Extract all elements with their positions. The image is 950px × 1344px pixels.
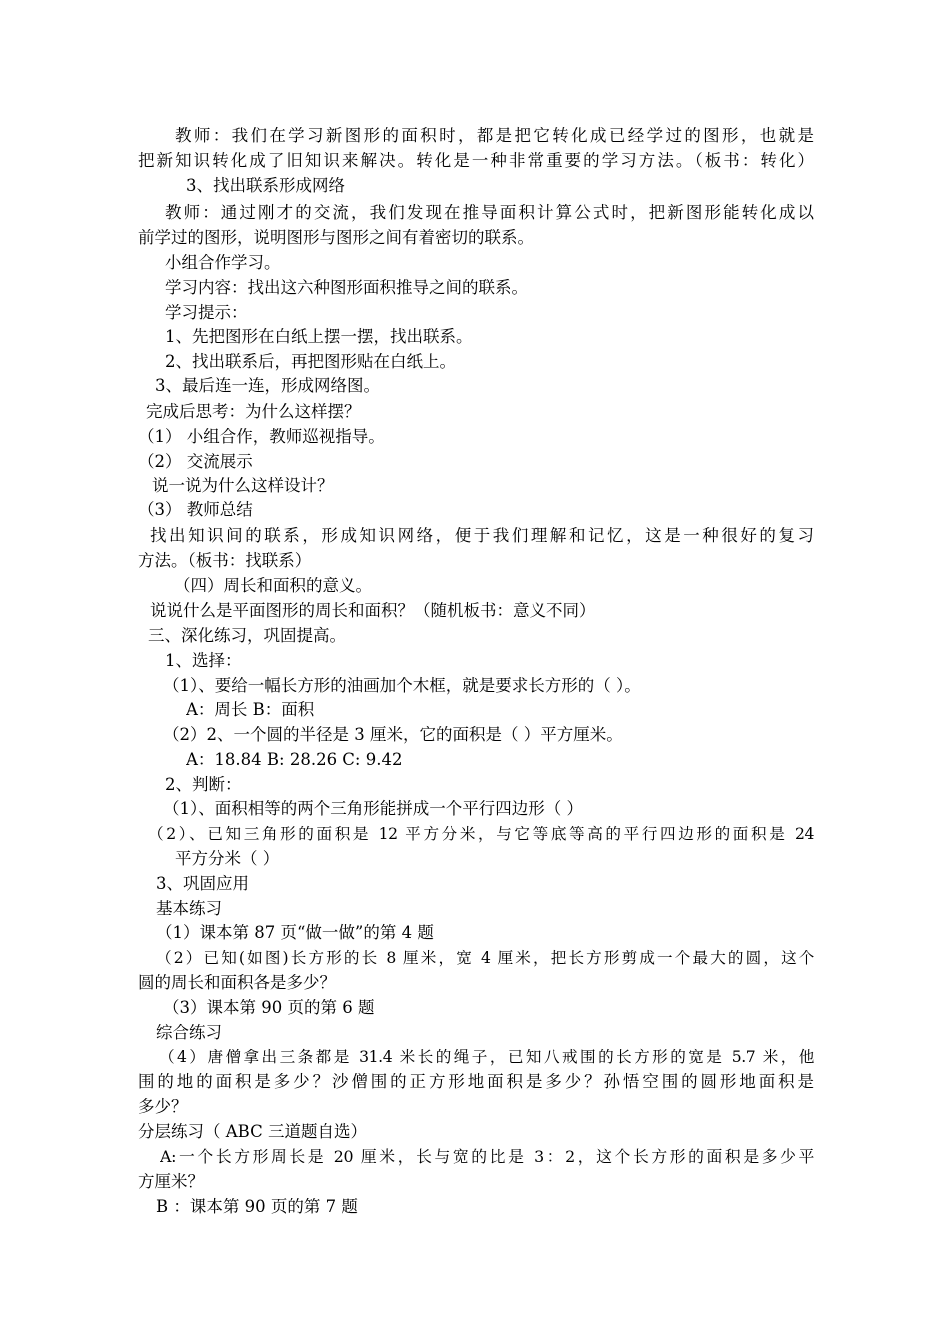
list-item: 2、找出联系后，再把图形贴在白纸上。 xyxy=(165,352,456,371)
list-item: （2）已知(如图)长方形的长 8 厘米，宽 4 厘米，把长方形剪成一个最大的圆，这个 xyxy=(156,949,814,967)
list-item: A:一个长方形周长是 20 厘米，长与宽的比是 3：2，这个长方形的面积是多少平 xyxy=(160,1147,814,1166)
section-heading: 三、深化练习，巩固提高。 xyxy=(148,626,346,645)
paragraph-line: 找出知识间的联系，形成知识网络，便于我们理解和记忆，这是一种很好的复习 xyxy=(150,526,814,545)
list-item: （1）课本第 87 页“做一做”的第 4 题 xyxy=(156,923,434,942)
section-heading: 分层练习（ ABC 三道题自选） xyxy=(138,1122,367,1141)
list-item: 3、巩固应用 xyxy=(156,874,249,893)
section-heading: 综合练习 xyxy=(156,1023,222,1042)
paragraph-line: 前学过的图形，说明图形与图形之间有着密切的联系。 xyxy=(138,228,534,247)
list-item: （3） 教师总结 xyxy=(138,500,253,519)
list-item: （1）、要给一幅长方形的油画加个木框，就是要求长方形的（ ）。 xyxy=(163,676,641,695)
list-item: （2）、已知三角形的面积是 12 平方分米，与它等底等高的平行四边形的面积是 24 xyxy=(148,825,814,843)
paragraph-line: 圆的周长和面积各是多少？ xyxy=(138,973,336,992)
list-item: （2）2、一个圆的半径是 3 厘米，它的面积是（ ）平方厘米。 xyxy=(163,725,623,744)
section-heading: 基本练习 xyxy=(156,899,222,918)
paragraph-line: 方厘米？ xyxy=(138,1172,204,1191)
paragraph-line: 小组合作学习。 xyxy=(165,253,281,272)
list-item: 1、选择： xyxy=(165,651,242,670)
paragraph-line: 教师：通过刚才的交流，我们发现在推导面积计算公式时，把新图形能转化成以 xyxy=(165,203,814,222)
paragraph-line: 围的地的面积是多少？沙僧围的正方形地面积是多少？孙悟空围的圆形地面积是 xyxy=(138,1072,814,1091)
paragraph-line: 把新知识转化成了旧知识来解决。转化是一种非常重要的学习方法。（板书：转化） xyxy=(138,151,814,170)
paragraph-line: 平方分米（ ） xyxy=(175,849,280,868)
paragraph-line: 学习提示： xyxy=(165,303,248,322)
paragraph-line: 方法。（板书：找联系） xyxy=(138,551,312,570)
answer-options: A：18.84 B: 28.26 C: 9.42 xyxy=(186,750,403,769)
list-item: B ：课本第 90 页的第 7 题 xyxy=(156,1197,358,1216)
paragraph-line: 说说什么是平面图形的周长和面积？（随机板书：意义不同） xyxy=(150,601,596,620)
paragraph-line: 教师：我们在学习新图形的面积时，都是把它转化成已经学过的图形，也就是 xyxy=(175,126,814,145)
list-item: （2） 交流展示 xyxy=(138,452,253,471)
list-item: 2、判断： xyxy=(165,775,242,794)
list-item: （1）、面积相等的两个三角形能拼成一个平行四边形（ ） xyxy=(163,799,583,818)
paragraph-line: 完成后思考：为什么这样摆？ xyxy=(146,402,361,421)
list-item: 1、先把图形在白纸上摆一摆，找出联系。 xyxy=(165,327,473,346)
paragraph-line: 多少？ xyxy=(138,1097,188,1116)
list-item: （3）课本第 90 页的第 6 题 xyxy=(163,998,375,1017)
section-heading: 3、找出联系形成网络 xyxy=(186,176,345,195)
list-item: 3、最后连一连，形成网络图。 xyxy=(155,376,380,395)
paragraph-line: 学习内容：找出这六种图形面积推导之间的联系。 xyxy=(165,278,528,297)
answer-options: A：周长 B：面积 xyxy=(186,700,315,719)
list-item: （4）唐僧拿出三条都是 31.4 米长的绳子，已知八戒围的长方形的宽是 5.7 米，他 xyxy=(159,1048,814,1066)
paragraph-line: 说一说为什么这样设计？ xyxy=(152,476,334,495)
list-item: （1） 小组合作，教师巡视指导。 xyxy=(138,427,385,446)
section-heading: （四）周长和面积的意义。 xyxy=(174,576,372,595)
